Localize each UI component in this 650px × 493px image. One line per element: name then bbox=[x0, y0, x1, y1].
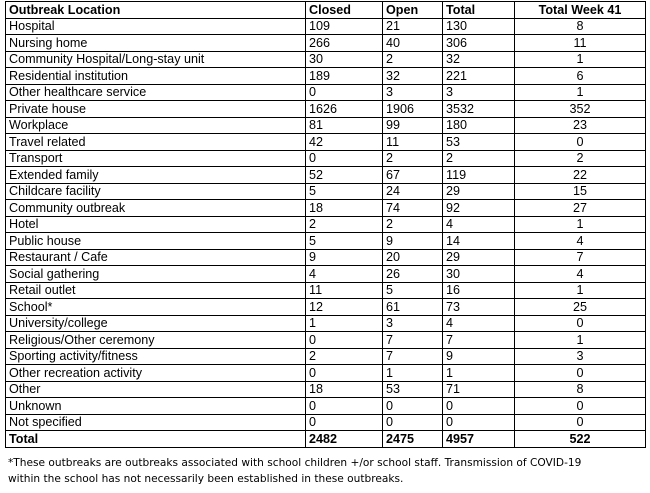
cell-total: 53 bbox=[443, 134, 515, 151]
cell-closed: 266 bbox=[306, 35, 383, 52]
cell-week-41: 0 bbox=[515, 315, 646, 332]
cell-location: Sporting activity/fitness bbox=[6, 348, 306, 365]
cell-week-41: 352 bbox=[515, 101, 646, 118]
cell-week-41: 25 bbox=[515, 299, 646, 316]
cell-closed: 2 bbox=[306, 216, 383, 233]
cell-total: 180 bbox=[443, 117, 515, 134]
cell-week-41: 3 bbox=[515, 348, 646, 365]
cell-open: 7 bbox=[383, 332, 443, 349]
cell-location: Hotel bbox=[6, 216, 306, 233]
cell-location: Other recreation activity bbox=[6, 365, 306, 382]
table-row bbox=[6, 249, 646, 266]
total-week-41: 522 bbox=[515, 431, 646, 448]
footnote bbox=[8, 455, 638, 487]
cell-open: 74 bbox=[383, 200, 443, 217]
cell-closed: 1 bbox=[306, 315, 383, 332]
cell-total: 4 bbox=[443, 216, 515, 233]
cell-week-41: 1 bbox=[515, 84, 646, 101]
cell-closed: 52 bbox=[306, 167, 383, 184]
header-closed: Closed bbox=[306, 2, 383, 19]
cell-open: 99 bbox=[383, 117, 443, 134]
cell-total: 73 bbox=[443, 299, 515, 316]
cell-total: 30 bbox=[443, 266, 515, 283]
cell-week-41: 8 bbox=[515, 18, 646, 35]
outbreak-location-table bbox=[5, 1, 646, 448]
cell-closed: 30 bbox=[306, 51, 383, 68]
cell-open: 0 bbox=[383, 414, 443, 431]
table-row bbox=[6, 134, 646, 151]
header-open: Open bbox=[383, 2, 443, 19]
table-row bbox=[6, 332, 646, 349]
table-row bbox=[6, 414, 646, 431]
cell-week-41: 1 bbox=[515, 216, 646, 233]
cell-week-41: 1 bbox=[515, 51, 646, 68]
cell-total: 29 bbox=[443, 183, 515, 200]
table-row bbox=[6, 348, 646, 365]
cell-total: 0 bbox=[443, 398, 515, 415]
cell-week-41: 7 bbox=[515, 249, 646, 266]
header-total-week-41: Total Week 41 bbox=[515, 2, 646, 19]
cell-closed: 2 bbox=[306, 348, 383, 365]
cell-open: 21 bbox=[383, 18, 443, 35]
table-total-row bbox=[6, 431, 646, 448]
table-row bbox=[6, 200, 646, 217]
cell-open: 67 bbox=[383, 167, 443, 184]
cell-total: 14 bbox=[443, 233, 515, 250]
cell-location: Unknown bbox=[6, 398, 306, 415]
cell-location: Workplace bbox=[6, 117, 306, 134]
cell-closed: 12 bbox=[306, 299, 383, 316]
cell-week-41: 0 bbox=[515, 365, 646, 382]
cell-week-41: 23 bbox=[515, 117, 646, 134]
cell-open: 1906 bbox=[383, 101, 443, 118]
cell-location: Childcare facility bbox=[6, 183, 306, 200]
table-body bbox=[6, 18, 646, 431]
cell-location: University/college bbox=[6, 315, 306, 332]
cell-open: 20 bbox=[383, 249, 443, 266]
cell-week-41: 0 bbox=[515, 414, 646, 431]
cell-total: 221 bbox=[443, 68, 515, 85]
cell-closed: 42 bbox=[306, 134, 383, 151]
cell-location: Community Hospital/Long-stay unit bbox=[6, 51, 306, 68]
total-closed: 2482 bbox=[306, 431, 383, 448]
header-total: Total bbox=[443, 2, 515, 19]
cell-total: 16 bbox=[443, 282, 515, 299]
cell-location: Retail outlet bbox=[6, 282, 306, 299]
cell-total: 0 bbox=[443, 414, 515, 431]
cell-open: 9 bbox=[383, 233, 443, 250]
cell-open: 5 bbox=[383, 282, 443, 299]
cell-week-41: 1 bbox=[515, 282, 646, 299]
table-row bbox=[6, 381, 646, 398]
cell-total: 306 bbox=[443, 35, 515, 52]
cell-total: 119 bbox=[443, 167, 515, 184]
table-row bbox=[6, 84, 646, 101]
cell-closed: 0 bbox=[306, 398, 383, 415]
cell-week-41: 27 bbox=[515, 200, 646, 217]
cell-closed: 189 bbox=[306, 68, 383, 85]
table-row bbox=[6, 35, 646, 52]
table-row bbox=[6, 51, 646, 68]
cell-closed: 11 bbox=[306, 282, 383, 299]
cell-closed: 1626 bbox=[306, 101, 383, 118]
table-row bbox=[6, 183, 646, 200]
cell-location: Travel related bbox=[6, 134, 306, 151]
cell-closed: 18 bbox=[306, 200, 383, 217]
cell-open: 2 bbox=[383, 216, 443, 233]
table-row bbox=[6, 18, 646, 35]
cell-week-41: 6 bbox=[515, 68, 646, 85]
table-row bbox=[6, 299, 646, 316]
cell-location: Other healthcare service bbox=[6, 84, 306, 101]
table-row bbox=[6, 398, 646, 415]
cell-total: 1 bbox=[443, 365, 515, 382]
cell-location: Other bbox=[6, 381, 306, 398]
cell-open: 40 bbox=[383, 35, 443, 52]
cell-total: 92 bbox=[443, 200, 515, 217]
table-row bbox=[6, 216, 646, 233]
cell-open: 11 bbox=[383, 134, 443, 151]
total-total: 4957 bbox=[443, 431, 515, 448]
table-row bbox=[6, 282, 646, 299]
header-outbreak-location: Outbreak Location bbox=[6, 2, 306, 19]
cell-week-41: 1 bbox=[515, 332, 646, 349]
cell-total: 9 bbox=[443, 348, 515, 365]
cell-total: 3532 bbox=[443, 101, 515, 118]
cell-open: 2 bbox=[383, 51, 443, 68]
cell-location: Restaurant / Cafe bbox=[6, 249, 306, 266]
cell-closed: 0 bbox=[306, 150, 383, 167]
cell-location: Transport bbox=[6, 150, 306, 167]
table-row bbox=[6, 233, 646, 250]
cell-total: 7 bbox=[443, 332, 515, 349]
cell-week-41: 0 bbox=[515, 134, 646, 151]
cell-location: Public house bbox=[6, 233, 306, 250]
cell-week-41: 11 bbox=[515, 35, 646, 52]
cell-open: 3 bbox=[383, 315, 443, 332]
footnote-line-2: within the school has not necessarily been established in these outbreaks. bbox=[8, 473, 404, 485]
cell-open: 53 bbox=[383, 381, 443, 398]
table-row bbox=[6, 68, 646, 85]
cell-location: Nursing home bbox=[6, 35, 306, 52]
cell-location: School* bbox=[6, 299, 306, 316]
table-row bbox=[6, 117, 646, 134]
cell-week-41: 8 bbox=[515, 381, 646, 398]
table-header-row bbox=[6, 2, 646, 19]
cell-total: 32 bbox=[443, 51, 515, 68]
cell-total: 29 bbox=[443, 249, 515, 266]
cell-closed: 4 bbox=[306, 266, 383, 283]
cell-location: Community outbreak bbox=[6, 200, 306, 217]
cell-location: Hospital bbox=[6, 18, 306, 35]
cell-open: 61 bbox=[383, 299, 443, 316]
cell-location: Social gathering bbox=[6, 266, 306, 283]
cell-closed: 81 bbox=[306, 117, 383, 134]
cell-total: 130 bbox=[443, 18, 515, 35]
cell-total: 71 bbox=[443, 381, 515, 398]
cell-location: Not specified bbox=[6, 414, 306, 431]
cell-closed: 0 bbox=[306, 365, 383, 382]
cell-open: 1 bbox=[383, 365, 443, 382]
cell-open: 3 bbox=[383, 84, 443, 101]
cell-closed: 0 bbox=[306, 414, 383, 431]
cell-week-41: 4 bbox=[515, 266, 646, 283]
cell-total: 4 bbox=[443, 315, 515, 332]
cell-closed: 5 bbox=[306, 183, 383, 200]
cell-closed: 9 bbox=[306, 249, 383, 266]
cell-open: 7 bbox=[383, 348, 443, 365]
cell-location: Extended family bbox=[6, 167, 306, 184]
table-row bbox=[6, 266, 646, 283]
cell-closed: 0 bbox=[306, 84, 383, 101]
cell-total: 3 bbox=[443, 84, 515, 101]
table-row bbox=[6, 365, 646, 382]
cell-open: 24 bbox=[383, 183, 443, 200]
cell-week-41: 22 bbox=[515, 167, 646, 184]
total-label: Total bbox=[6, 431, 306, 448]
cell-location: Residential institution bbox=[6, 68, 306, 85]
cell-week-41: 15 bbox=[515, 183, 646, 200]
cell-closed: 0 bbox=[306, 332, 383, 349]
cell-total: 2 bbox=[443, 150, 515, 167]
cell-week-41: 2 bbox=[515, 150, 646, 167]
cell-closed: 18 bbox=[306, 381, 383, 398]
cell-closed: 5 bbox=[306, 233, 383, 250]
table-row bbox=[6, 167, 646, 184]
table-row bbox=[6, 150, 646, 167]
cell-open: 26 bbox=[383, 266, 443, 283]
cell-open: 2 bbox=[383, 150, 443, 167]
cell-location: Private house bbox=[6, 101, 306, 118]
cell-open: 0 bbox=[383, 398, 443, 415]
table-row bbox=[6, 101, 646, 118]
cell-week-41: 4 bbox=[515, 233, 646, 250]
cell-closed: 109 bbox=[306, 18, 383, 35]
footnote-line-1: *These outbreaks are outbreaks associated with school children +/or school staff. Transmission of COVID-19 bbox=[8, 457, 582, 469]
cell-week-41: 0 bbox=[515, 398, 646, 415]
cell-open: 32 bbox=[383, 68, 443, 85]
cell-location: Religious/Other ceremony bbox=[6, 332, 306, 349]
total-open: 2475 bbox=[383, 431, 443, 448]
table-row bbox=[6, 315, 646, 332]
